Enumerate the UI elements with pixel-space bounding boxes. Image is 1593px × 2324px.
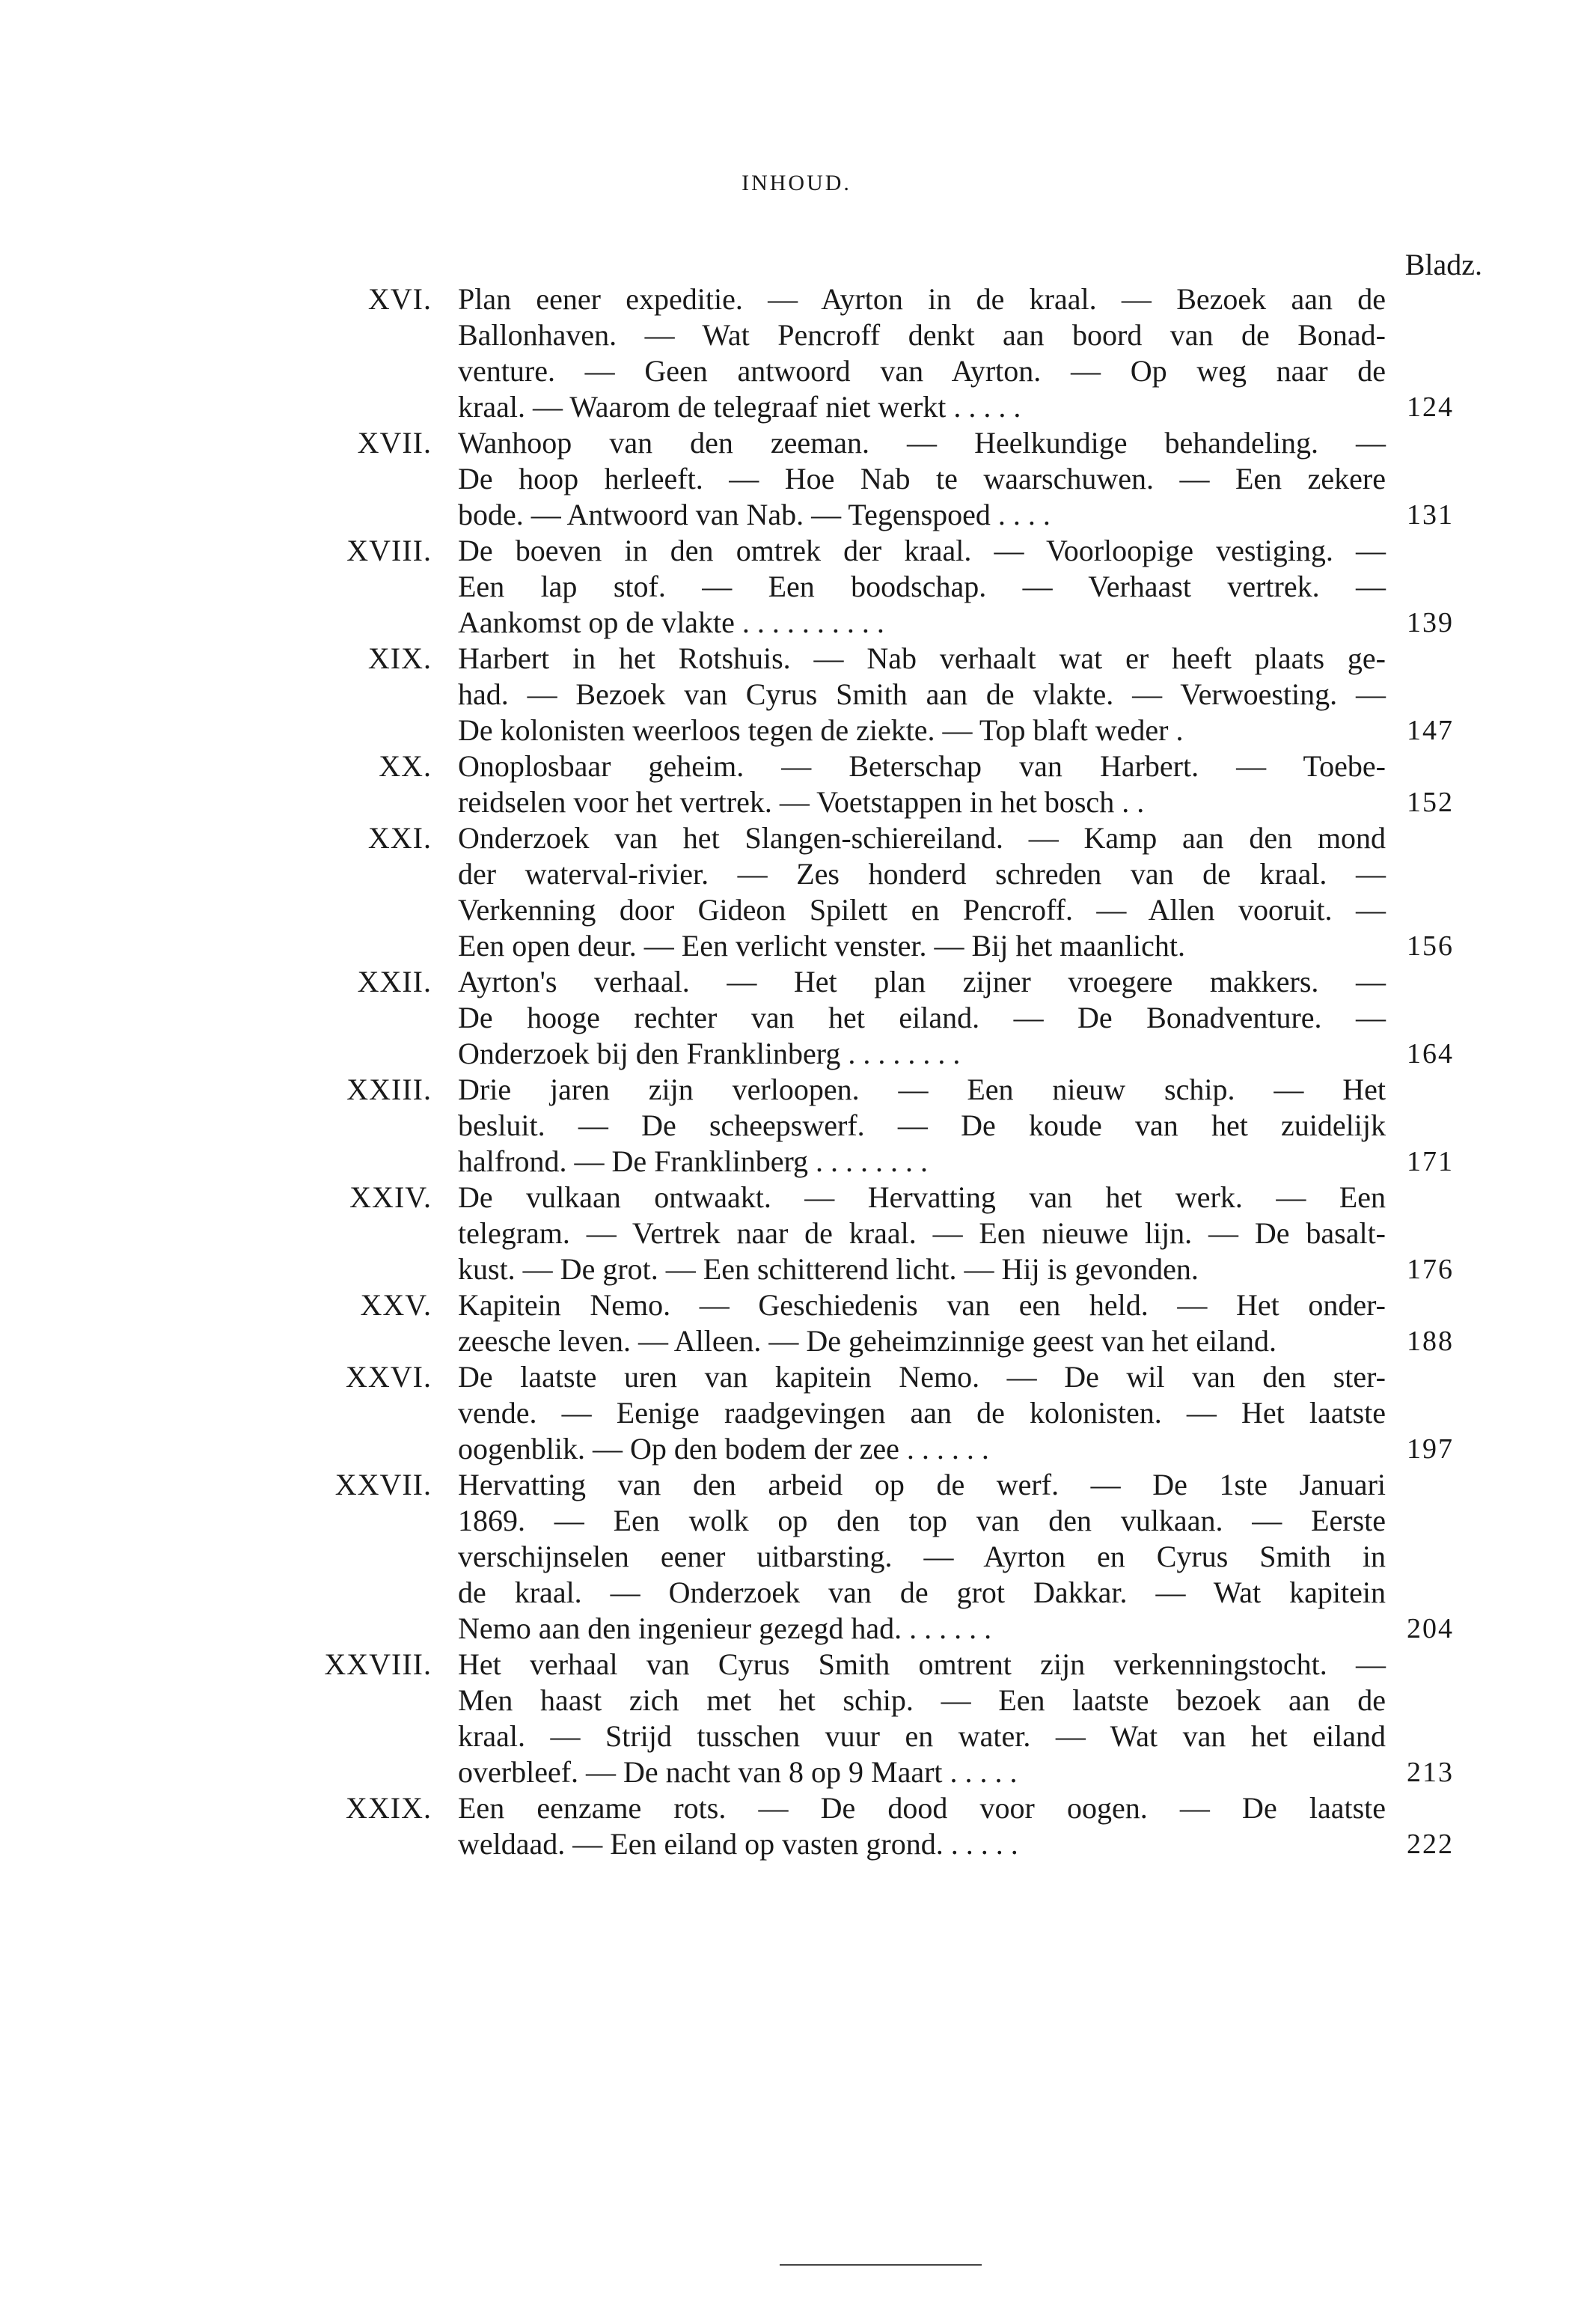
chapter-number: XXV. (360, 1288, 432, 1322)
chapter-summary (458, 820, 1386, 964)
summary-line: venture. — Geen antwoord van Ayrton. — Op weg naar de (458, 354, 1386, 388)
chapter-summary (458, 641, 1386, 748)
chapter-number: XVIII. (346, 534, 432, 567)
toc-entry (0, 748, 1593, 820)
page-number: 188 (1407, 1326, 1454, 1357)
summary-line: had. — Bezoek van Cyrus Smith aan de vlakte. — Verwoesting. — (458, 677, 1386, 711)
toc-entry (0, 1359, 1593, 1467)
summary-line: weldaad. — Een eiland op vasten grond. . . . . . (458, 1827, 1018, 1861)
summary-line: Harbert in het Rotshuis. — Nab verhaalt wat er heeft plaats ge- (458, 641, 1386, 675)
toc-entry (0, 1467, 1593, 1647)
summary-line: Een eenzame rots. — De dood voor oogen. — De laatste (458, 1791, 1386, 1825)
chapter-summary (458, 1287, 1386, 1359)
summary-line: overbleef. — De nacht van 8 op 9 Maart . . . . . (458, 1755, 1018, 1789)
page-number: 124 (1407, 391, 1454, 423)
chapter-number: XXIII. (346, 1073, 432, 1106)
summary-line: De laatste uren van kapitein Nemo. — De wil van den ster- (458, 1360, 1386, 1394)
toc-entry (0, 533, 1593, 641)
summary-line: Aankomst op de vlakte . . . . . . . . . . (458, 606, 884, 639)
page-number: 147 (1407, 715, 1454, 746)
chapter-summary (458, 1647, 1386, 1790)
toc-entry (0, 964, 1593, 1072)
summary-line: Ayrton's verhaal. — Het plan zijner vroegere makkers. — (458, 965, 1386, 998)
chapter-summary (458, 1180, 1386, 1287)
summary-line: De vulkaan ontwaakt. — Hervatting van het werk. — Een (458, 1180, 1386, 1214)
summary-line: bode. — Antwoord van Nab. — Tegenspoed . . . . (458, 498, 1051, 531)
page-number: 176 (1407, 1254, 1454, 1285)
toc-entry (0, 820, 1593, 964)
summary-line: De hooge rechter van het eiland. — De Bonadventure. — (458, 1001, 1386, 1034)
summary-line: telegram. — Vertrek naar de kraal. — Een nieuwe lijn. — De basalt- (458, 1216, 1386, 1250)
page-number: 213 (1407, 1757, 1454, 1788)
chapter-number: XXIX. (346, 1791, 432, 1825)
chapter-number: XXVIII. (324, 1647, 432, 1681)
chapter-summary (458, 1790, 1386, 1862)
summary-line: Men haast zich met het schip. — Een laatste bezoek aan de (458, 1683, 1386, 1717)
page-number: 156 (1407, 930, 1454, 962)
summary-line: Plan eener expeditie. — Ayrton in de kraal. — Bezoek aan de (458, 282, 1386, 316)
page-column-header: Bladz. (1404, 248, 1482, 281)
chapter-summary (458, 1359, 1386, 1467)
chapter-summary (458, 1072, 1386, 1180)
chapter-number: XXIV. (349, 1180, 432, 1214)
page-number: 197 (1407, 1433, 1454, 1465)
chapter-number: XXI. (367, 821, 432, 855)
page-number: 171 (1407, 1146, 1454, 1177)
summary-line: halfrond. — De Franklinberg . . . . . . . . (458, 1144, 929, 1178)
summary-line: De kolonisten weerloos tegen de ziekte. — Top blaft weder . (458, 713, 1184, 747)
summary-line: besluit. — De scheepswerf. — De koude van het zuidelijk (458, 1108, 1386, 1142)
summary-line: Drie jaren zijn verloopen. — Een nieuw schip. — Het (458, 1073, 1386, 1106)
toc-entry (0, 425, 1593, 533)
toc-entry (0, 1287, 1593, 1359)
chapter-summary (458, 425, 1386, 533)
chapter-number: XXVII. (334, 1468, 432, 1501)
summary-line: verschijnselen eener uitbarsting. — Ayrton en Cyrus Smith in (458, 1540, 1386, 1573)
toc-entry (0, 1647, 1593, 1790)
toc-entry (0, 641, 1593, 748)
summary-line: Verkenning door Gideon Spilett en Pencroff. — Allen vooruit. — (458, 893, 1386, 927)
summary-line: Het verhaal van Cyrus Smith omtrent zijn verkenningstocht. — (458, 1647, 1386, 1681)
page-number: 139 (1407, 607, 1454, 638)
chapter-summary (458, 533, 1386, 641)
summary-line: kraal. — Strijd tusschen vuur en water. — Wat van het eiland (458, 1719, 1386, 1753)
chapter-number: XVII. (357, 426, 432, 460)
toc-entry (0, 281, 1593, 425)
closing-rule (780, 2264, 982, 2266)
chapter-summary (458, 964, 1386, 1072)
chapter-summary (458, 281, 1386, 425)
chapter-summary (458, 1467, 1386, 1647)
summary-line: Hervatting van den arbeid op de werf. — De 1ste Januari (458, 1468, 1386, 1501)
chapter-number: XVI. (367, 282, 432, 316)
toc-entry (0, 1180, 1593, 1287)
summary-line: de kraal. — Onderzoek van de grot Dakkar. — Wat kapitein (458, 1576, 1386, 1609)
page-number: 204 (1407, 1613, 1454, 1644)
summary-line: reidselen voor het vertrek. — Voetstappen in het bosch . . (458, 785, 1145, 819)
summary-line: De boeven in den omtrek der kraal. — Voorloopige vestiging. — (458, 534, 1386, 567)
chapter-number: XXII. (357, 965, 432, 998)
summary-line: 1869. — Een wolk op den top van den vulkaan. — Eerste (458, 1504, 1386, 1537)
summary-line: Onderzoek bij den Franklinberg . . . . . . . . (458, 1037, 961, 1070)
summary-line: Onoplosbaar geheim. — Beterschap van Harbert. — Toebe- (458, 749, 1386, 783)
page-number: 222 (1407, 1829, 1454, 1860)
summary-line: Ballonhaven. — Wat Pencroff denkt aan boord van de Bonad- (458, 318, 1386, 352)
summary-line: vende. — Eenige raadgevingen aan de kolonisten. — Het laatste (458, 1396, 1386, 1430)
page-number: 164 (1407, 1038, 1454, 1070)
chapter-number: XXVI. (346, 1360, 432, 1394)
chapter-number: XIX. (367, 641, 432, 675)
summary-line: der waterval-rivier. — Zes honderd schreden van de kraal. — (458, 857, 1386, 891)
summary-line: Nemo aan den ingenieur gezegd had. . . . . . . (458, 1611, 992, 1645)
page-title: INHOUD. (742, 171, 851, 195)
summary-line: Een lap stof. — Een boodschap. — Verhaast vertrek. — (458, 570, 1386, 603)
toc-entry (0, 1790, 1593, 1862)
summary-line: kust. — De grot. — Een schitterend licht. — Hij is gevonden. (458, 1252, 1199, 1286)
summary-line: De hoop herleeft. — Hoe Nab te waarschuwen. — Een zekere (458, 462, 1386, 495)
summary-line: Een open deur. — Een verlicht venster. — Bij het maanlicht. (458, 929, 1185, 963)
table-of-contents (0, 281, 1593, 1862)
summary-line: kraal. — Waarom de telegraaf niet werkt . . . . . (458, 390, 1021, 424)
summary-line: Onderzoek van het Slangen-schiereiland. — Kamp aan den mond (458, 821, 1386, 855)
toc-entry (0, 1072, 1593, 1180)
summary-line: zeesche leven. — Alleen. — De geheimzinnige geest van het eiland. (458, 1324, 1277, 1358)
summary-line: Wanhoop van den zeeman. — Heelkundige behandeling. — (458, 426, 1386, 460)
summary-line: Kapitein Nemo. — Geschiedenis van een held. — Het onder- (458, 1288, 1386, 1322)
page-number: 131 (1407, 499, 1454, 531)
page-number: 152 (1407, 787, 1454, 818)
summary-line: oogenblik. — Op den bodem der zee . . . . . . (458, 1432, 989, 1466)
chapter-number: XX. (379, 749, 432, 783)
chapter-summary (458, 748, 1386, 820)
